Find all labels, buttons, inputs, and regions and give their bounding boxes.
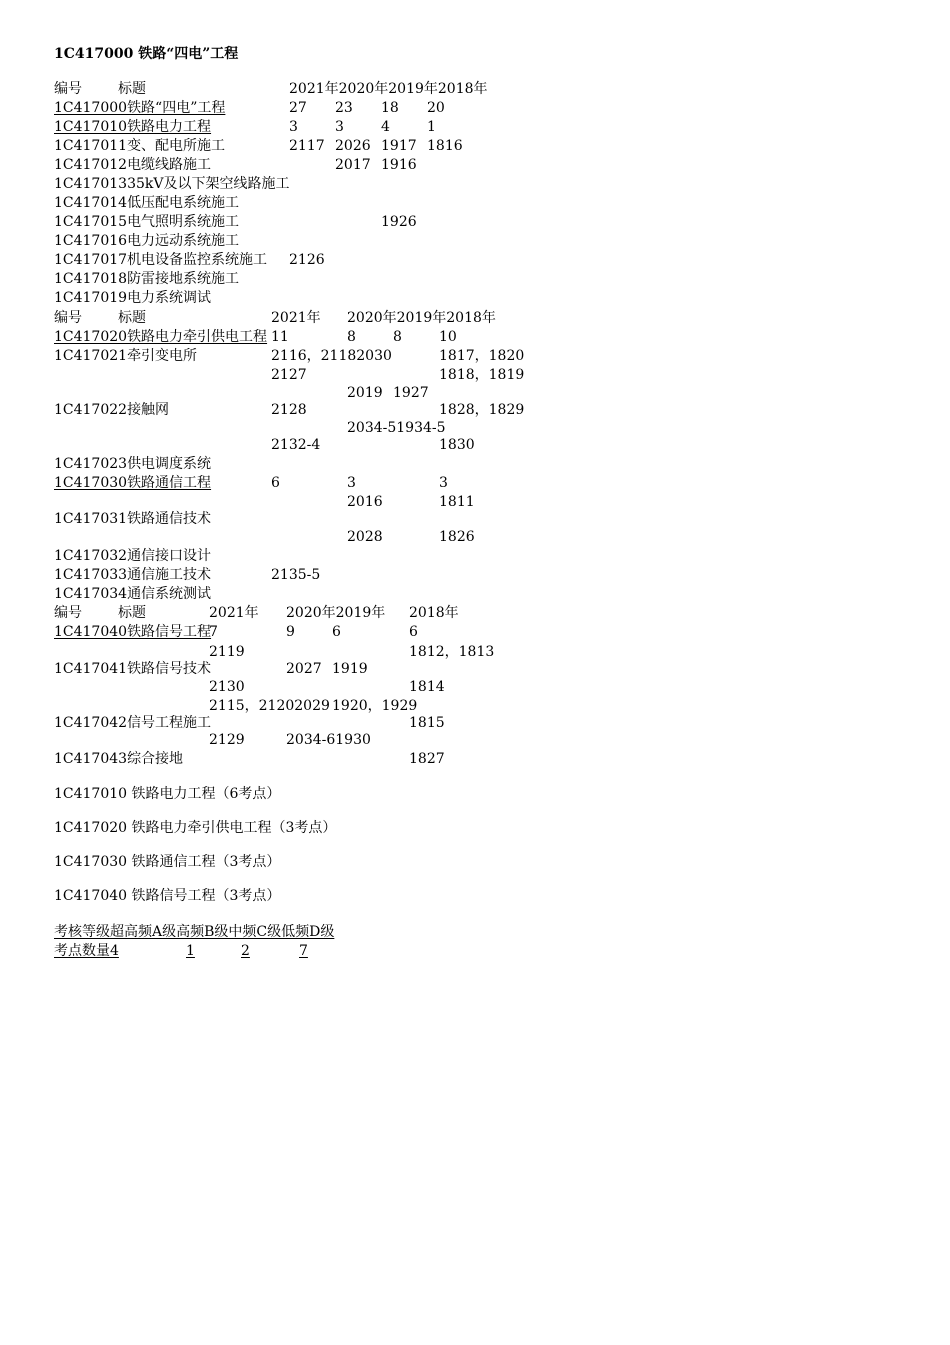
- header-code: 编号: [54, 81, 82, 97]
- cell-2020: 2016: [347, 494, 383, 510]
- cell-2018: 1816: [427, 138, 463, 154]
- summary-line: 1C417020 铁路电力牵引供电工程（3考点）: [54, 820, 337, 836]
- cell-2021: 2127: [271, 367, 307, 383]
- row-label: 1C41701335kV及以下架空线路施工: [54, 176, 290, 192]
- cell-2019: 18: [381, 100, 399, 116]
- cell-2019: 4: [381, 119, 390, 135]
- page-title: 1C417000 铁路“四电”工程: [54, 46, 239, 62]
- cell-2021: 2128: [271, 402, 307, 418]
- cell-2018: 1815: [409, 715, 445, 731]
- cell-2021: 2130: [209, 679, 245, 695]
- cell-2018: 1830: [439, 437, 475, 453]
- cell-2020: 9: [286, 624, 295, 640]
- cell-2021: 2117: [289, 138, 325, 154]
- cell-2020: 3: [347, 475, 356, 491]
- cell-2019: 6: [332, 624, 341, 640]
- cell-2019: 1916: [381, 157, 417, 173]
- cell-2021: 2126: [289, 252, 325, 268]
- row-label: 1C417011变、配电所施工: [54, 138, 226, 154]
- cell-2020: 2034-51934-5: [347, 420, 446, 436]
- row-label: 1C417016电力远动系统施工: [54, 233, 240, 249]
- header-2021: 2021年: [209, 605, 259, 621]
- cell-2021: 7: [209, 624, 218, 640]
- row-label: 1C417032通信接口设计: [54, 548, 212, 564]
- cell-2021: 2129: [209, 732, 245, 748]
- cell-2019: 1917: [381, 138, 417, 154]
- row-label[interactable]: 1C417020铁路电力牵引供电工程: [54, 329, 268, 345]
- cell-2020: 2019: [347, 385, 383, 401]
- summary-line: 1C417030 铁路通信工程（3考点）: [54, 854, 281, 870]
- summary-line: 1C417040 铁路信号工程（3考点）: [54, 888, 281, 904]
- cell-2021: 2115，21202029: [209, 698, 330, 714]
- cell-2019: 8: [393, 329, 402, 345]
- cell-2021: 6: [271, 475, 280, 491]
- cell-2018: 20: [427, 100, 445, 116]
- row-label: 1C417033通信施工技术: [54, 567, 212, 583]
- header-title: 标题: [118, 605, 146, 621]
- cell-2021: 2135-5: [271, 567, 321, 583]
- header-code: 编号: [54, 605, 82, 621]
- cell-2018: 1818，1819: [439, 367, 525, 383]
- header-code: 编号: [54, 310, 82, 326]
- levels-count-b: 1: [186, 943, 195, 959]
- levels-count-label: 考点数量4: [54, 943, 119, 959]
- cell-2018: 1814: [409, 679, 445, 695]
- cell-2021: 3: [289, 119, 298, 135]
- row-label: 1C417015电气照明系统施工: [54, 214, 240, 230]
- cell-2020: 2034-61930: [286, 732, 371, 748]
- row-label[interactable]: 1C417010铁路电力工程: [54, 119, 212, 135]
- cell-2018: 1826: [439, 529, 475, 545]
- row-label: 1C417019电力系统调试: [54, 290, 212, 306]
- row-label: 1C417012电缆线路施工: [54, 157, 212, 173]
- cell-2019: 1920，1929: [332, 698, 418, 714]
- cell-2018: 3: [439, 475, 448, 491]
- cell-2020: 23: [335, 100, 353, 116]
- row-label[interactable]: 1C417040铁路信号工程: [54, 624, 212, 640]
- row-label: 1C417043综合接地: [54, 751, 184, 767]
- cell-2018: 1817，1820: [439, 348, 525, 364]
- levels-count-c: 2: [241, 943, 250, 959]
- header-years: 2021年2020年2019年2018年: [289, 81, 488, 97]
- header-title: 标题: [118, 81, 146, 97]
- row-label[interactable]: 1C417000铁路“四电”工程: [54, 100, 226, 116]
- cell-2021: 2119: [209, 644, 245, 660]
- row-label: 1C417042信号工程施工: [54, 715, 212, 731]
- cell-2018: 1812，1813: [409, 644, 495, 660]
- row-label: 1C417017机电设备监控系统施工: [54, 252, 268, 268]
- header-years: 2020年2019年2018年: [347, 310, 496, 326]
- row-label: 1C417041铁路信号技术: [54, 661, 212, 677]
- cell-2018: 1811: [439, 494, 475, 510]
- row-label: 1C417022接触网: [54, 402, 170, 418]
- cell-2021: 2132-4: [271, 437, 321, 453]
- cell-2021: 11: [271, 329, 289, 345]
- cell-2020: 2026: [335, 138, 371, 154]
- cell-2020: 8: [347, 329, 356, 345]
- summary-line: 1C417010 铁路电力工程（6考点）: [54, 786, 281, 802]
- cell-2020: 3: [335, 119, 344, 135]
- header-2021: 2021年: [271, 310, 321, 326]
- cell-2020: 2017: [335, 157, 371, 173]
- cell-2019: 1926: [381, 214, 417, 230]
- levels-header: 考核等级超高频A级高频B级中频C级低频D级: [54, 924, 335, 940]
- cell-2018: 1828，1829: [439, 402, 525, 418]
- header-years: 2020年2019年: [286, 605, 386, 621]
- row-label: 1C417018防雷接地系统施工: [54, 271, 240, 287]
- cell-2018: 10: [439, 329, 457, 345]
- cell-2019: 1919: [332, 661, 368, 677]
- row-label: 1C417034通信系统测试: [54, 586, 212, 602]
- cell-2020: 2028: [347, 529, 383, 545]
- row-label[interactable]: 1C417030铁路通信工程: [54, 475, 212, 491]
- cell-2018: 1827: [409, 751, 445, 767]
- cell-2018: 1: [427, 119, 436, 135]
- cell-2018: 6: [409, 624, 418, 640]
- header-title: 标题: [118, 310, 146, 326]
- row-label: 1C417031铁路通信技术: [54, 511, 212, 527]
- cell-2019: 1927: [393, 385, 429, 401]
- cell-2021: 27: [289, 100, 307, 116]
- cell-2021: 2116，21182030: [271, 348, 392, 364]
- levels-count-d: 7: [299, 943, 308, 959]
- row-label: 1C417023供电调度系统: [54, 456, 212, 472]
- header-2018: 2018年: [409, 605, 459, 621]
- cell-2020: 2027: [286, 661, 322, 677]
- row-label: 1C417021牵引变电所: [54, 348, 198, 364]
- row-label: 1C417014低压配电系统施工: [54, 195, 240, 211]
